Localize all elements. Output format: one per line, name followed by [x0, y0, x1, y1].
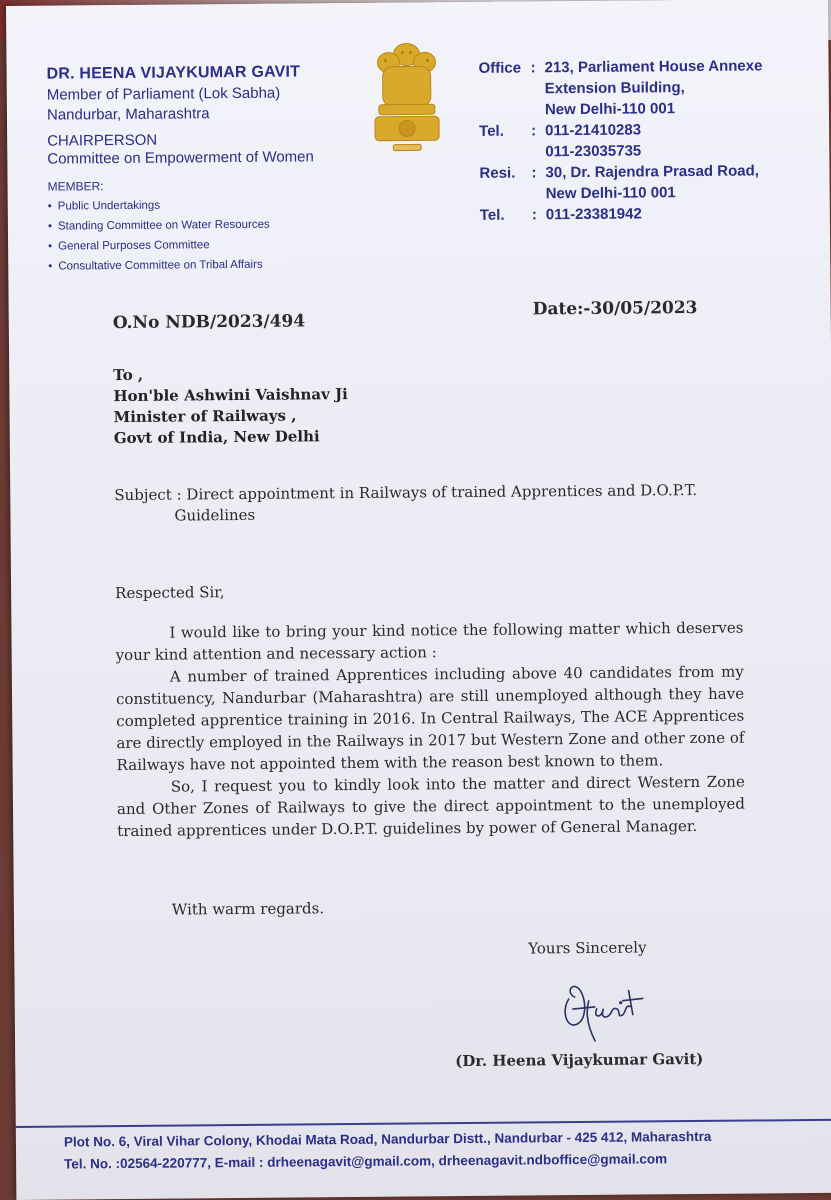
contact-sep: : — [531, 122, 537, 140]
member-label: MEMBER: — [47, 179, 104, 194]
recipient-line: To , — [113, 365, 144, 385]
contact-value: Extension Building, — [544, 79, 685, 98]
body-paragraph: I would like to bring your kind notice the following matter which deserves your kind attention and necessary action : — [115, 618, 744, 665]
contact-row — [478, 55, 818, 79]
membership-item: • Standing Committee on Water Resources — [48, 214, 368, 237]
contact-value: 011-23381942 — [545, 205, 642, 224]
recipient-line: Govt of India, New Delhi — [113, 427, 320, 448]
regards: With warm regards. — [171, 899, 325, 919]
sender-constituency: Nandurbar, Maharashtra — [46, 105, 210, 124]
letter-page — [6, 0, 831, 1200]
membership-item: • Public Undertakings — [48, 194, 368, 217]
letterhead-footer — [64, 1125, 824, 1176]
signatory-name: (Dr. Heena Vijaykumar Gavit) — [455, 1049, 704, 1071]
membership-item: • Consultative Committee on Tribal Affairs — [48, 254, 368, 277]
contact-key — [479, 99, 531, 120]
contact-key — [479, 78, 531, 99]
contact-row — [480, 202, 820, 226]
body-paragraph: A number of trained Apprentices including above 40 candidates from my constituency, Nandurbar (Maharashtra) are still unemployed although they have completed apprentice training in 2016. In Central Railways, The ACE Apprentices are directly employed in the Railways in 2017 but Western Zone and other zone of Railways have not appointed them with the reason best known to them. — [115, 662, 745, 775]
letterhead-contacts — [478, 55, 819, 226]
contact-key: Resi. — [479, 164, 516, 182]
handwritten-signature — [554, 970, 655, 1046]
recipient-line: Minister of Railways , — [113, 406, 297, 427]
committee-name: Committee on Empowerment of Women — [47, 148, 314, 168]
footer-contact: Tel. No. :02564-220777, E-mail : drheenagavit@gmail.com, drheenagavit.ndboffice@gmail.com — [64, 1151, 668, 1172]
contact-key — [480, 183, 532, 204]
contact-key: Tel. — [479, 206, 505, 224]
contact-value: 30, Dr. Rajendra Prasad Road, — [545, 162, 759, 182]
contact-sep: : — [530, 59, 536, 77]
subject-text-continued: Guidelines — [174, 505, 256, 525]
membership-item: • General Purposes Committee — [48, 234, 368, 257]
contact-row — [479, 139, 819, 163]
contact-value: 011-23035735 — [545, 142, 642, 161]
contact-sep: : — [531, 206, 537, 224]
contact-value: 011-21410283 — [545, 121, 642, 140]
contact-value: New Delhi-110 001 — [545, 184, 676, 203]
contact-row — [480, 181, 820, 205]
footer-address: Plot No. 6, Viral Vihar Colony, Khodai Mata Road, Nandurbar Distt., Nandurbar - 425 412, Maharashtra — [63, 1128, 712, 1150]
contact-key: Tel. — [479, 122, 504, 140]
recipient-line: Hon'ble Ashwini Vaishnav Ji — [113, 385, 348, 406]
sender-name: DR. HEENA VIJAYKUMAR GAVIT — [46, 63, 301, 83]
body-paragraph: So, I request you to kindly look into the matter and direct Western Zone and Other Zones of Railways to give the direct appointment to the unemployed trained apprentices under D.O.P.T. guidelines by power of General Manager. — [116, 772, 746, 841]
contact-row — [479, 97, 819, 121]
contact-sep: : — [531, 164, 537, 182]
contact-value: 213, Parliament House Annexe — [544, 57, 763, 77]
letter-body — [115, 577, 745, 842]
letterhead-sender — [47, 63, 369, 277]
national-emblem-icon — [366, 38, 447, 169]
contact-row — [479, 76, 819, 100]
letter-date: Date:-30/05/2023 — [532, 297, 698, 320]
contact-sep — [532, 183, 546, 204]
recipient-block — [113, 363, 348, 449]
subject-block — [114, 479, 754, 527]
sender-position: Member of Parliament (Lok Sabha) — [46, 84, 281, 104]
contact-value: New Delhi-110 001 — [544, 100, 676, 119]
contact-row — [479, 160, 819, 184]
contact-sep — [531, 141, 545, 162]
contact-key — [479, 141, 531, 162]
contact-row — [479, 118, 819, 142]
subject-text: Direct appointment in Railways of trained Apprentices and D.O.P.T. — [186, 480, 698, 504]
contact-key: Office — [478, 59, 522, 77]
salutation: Respected Sir, — [115, 583, 225, 603]
chairperson-label: CHAIRPERSON — [47, 131, 158, 150]
contact-sep — [531, 99, 545, 120]
closing: Yours Sincerely — [528, 938, 647, 958]
contact-sep — [531, 78, 545, 99]
membership-list — [48, 194, 369, 277]
subject-label: Subject : — [114, 485, 182, 505]
reference-number: O.No NDB/2023/494 — [112, 311, 306, 334]
